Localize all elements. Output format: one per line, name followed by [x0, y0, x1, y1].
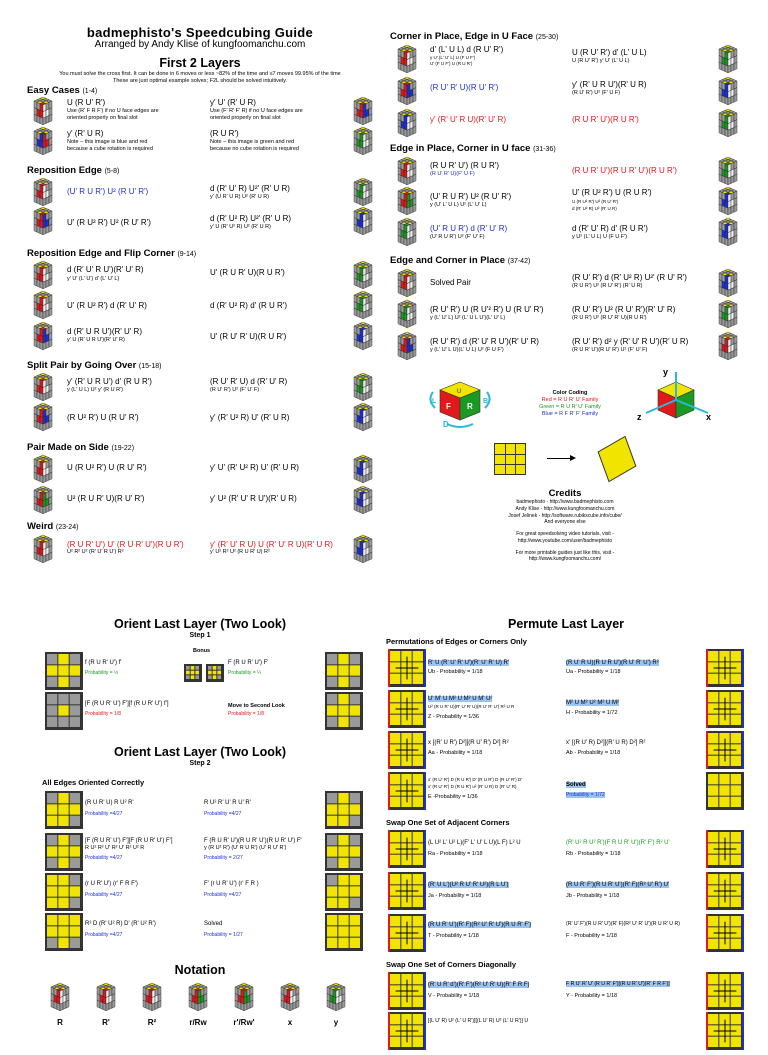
axis-z-label: z [637, 412, 642, 422]
alg-flip-5s: y' U (R' U R U')(R' U' R) [67, 337, 125, 343]
oll-face [325, 652, 363, 690]
section-corner-place: Corner in Place, Edge in U Face (25-30) [390, 31, 559, 42]
cube-icon [29, 372, 57, 402]
pll-face [706, 872, 744, 910]
oll-s2d: F (R U R' U')(R U R' U')(R U R' U') F' [204, 838, 302, 844]
page-subtitle: Arranged by Andy Klise of kungfoomanchu.com [94, 39, 306, 50]
alg-ep-3s: y (U' L' U L) U² (L' U' L) [430, 202, 487, 208]
rotated-face-icon [598, 436, 637, 483]
cube-icon [29, 321, 57, 351]
oll-s2a-p: Probability =4/27 [85, 811, 123, 817]
oll-bonus: Bonus [193, 648, 211, 654]
cube-icon [393, 186, 421, 216]
alg-cp-1s: y U' (L' U' L) U (F U F') [430, 55, 476, 60]
face-grid-icon [494, 443, 526, 475]
cube-icon [349, 321, 377, 351]
pll-t-p: T - Probability = 1/18 [428, 933, 479, 939]
note-easy-4a: Note – this image is green and red [210, 139, 295, 145]
alg-ep-1: (R U R' U') (R U R') [430, 161, 500, 170]
oll-s1b: F (R U R' U') F' [228, 660, 269, 666]
oll-s2a: (R U R' U) R U² R' [85, 800, 134, 806]
cube-icon [349, 96, 377, 126]
credits-block: Credits badmephisto - http://www.badmephisto.com Andy Klise - http://www.kungfoomanchu.com Josef Jelinek - http://software.rubikscube.info/cube/ And everyone else For great speedsolving video tutorials, visit - http://www.youtube.com/user/badmephisto For more printable guides just like this, visit - http://www.kungfoomanchu.com/ [508, 488, 622, 563]
oll-s1c-p: Probability = 1/8 [85, 711, 121, 717]
alg-repo-2s: y' (U R' U R) U² (R' U R) [210, 194, 270, 200]
pll-t: (R U R' U')(R' F)(R² U' R' U')(R U R' F') [428, 922, 532, 928]
pll-ab: x' [(R U' R) D²][(R' U R) D²] R² [566, 740, 646, 746]
oll-face [184, 664, 202, 682]
oll-s2e: (r U R' U') (r' F R F') [85, 881, 138, 887]
pll-face [706, 772, 744, 810]
section-split-pair: Split Pair by Going Over (15-18) [27, 360, 162, 371]
f2l-title: First 2 Layers [159, 56, 241, 70]
oll-s2d-p: Probability = 2/27 [204, 855, 243, 861]
cube-icon [46, 982, 74, 1017]
pll-z-s: U² (R U R' U)(R' U' R' U)(R U' R' U') R² U R [428, 704, 515, 709]
note-easy-3b: because a cube rotation is required [67, 146, 153, 152]
alg-ep-5: (U' R U R') d (R' U' R) [430, 224, 508, 233]
pll-face [388, 872, 426, 910]
cube-icon [393, 44, 421, 74]
pll-edges-corners: Permutations of Edges or Corners Only [386, 637, 527, 646]
pll-face [706, 830, 744, 868]
section-pair-side: Pair Made on Side (19-22) [27, 442, 135, 453]
oll-face [325, 873, 363, 911]
alg-weird-2s: y' U² R² U² (R U R' U) R² [210, 549, 270, 555]
note-easy-4b: because no cube rotation is required [210, 146, 299, 152]
alg-ep-4s: U (R U² R') U² (R U' R') [572, 199, 619, 204]
oll-face [325, 913, 363, 951]
oll-step-2: Step 2 [189, 760, 211, 767]
pll-v-p: V - Probability = 1/18 [428, 993, 480, 999]
alg-ep-6: d (R' U' R) d' (R U R') [572, 224, 648, 233]
oll-face [206, 664, 224, 682]
pll-e: x' (R U' R') D (R U R') D' (R U R') D (R U' R') D' [428, 777, 522, 782]
oll-s1c: [F (R U R' U') F'][f (R U R' U') f'] [85, 701, 169, 707]
cube-icon [714, 217, 742, 247]
notation-item [86, 982, 126, 1027]
oll-s2c-s: R U² R² U' R² U' R² U² R [85, 845, 145, 851]
pll-ua-s: Ua - Probability = 1/18 [566, 669, 621, 675]
alg-cp-2s: U (R U' R') y' U' (L' U L) [572, 58, 630, 64]
pll-y: F R U' R' U' (R U R' F')[(R U R' U')(R' F R F')] [566, 981, 670, 987]
cube-icon [29, 260, 57, 290]
oll-s2g-p: Probability =4/27 [85, 932, 123, 938]
pll-face [706, 972, 744, 1010]
alg-easy-2: y' U' (R' U R) [210, 98, 256, 107]
pll-ub-s: Ub - Probability = 1/18 [428, 669, 483, 675]
oll-face [325, 791, 363, 829]
alg-split-1s: y (L' U L) U² y' (R U R') [67, 387, 124, 393]
oll-s2b: R U² R' U' R U' R' [204, 800, 251, 806]
cube-icon [714, 108, 742, 138]
oll-s2e-p: Probability =4/27 [85, 892, 123, 898]
alg-cp-4s: (R U' R') U² (F' U F) [572, 90, 621, 96]
oll-s1d: Move to Second Look [228, 703, 285, 709]
arrow-right-icon [547, 458, 572, 459]
cube-icon [29, 290, 57, 320]
svg-text:F: F [446, 402, 451, 411]
alg-repo-3: U' (R U² R') U² (R U' R') [67, 218, 151, 227]
alg-cp-6: (R U R' U')(R U R') [572, 115, 639, 124]
pll-h-p: H - Probability = 1/72 [566, 710, 618, 716]
alg-weird-2: y' (R' U' R U) U (R' U' R U)(R' U R) [210, 540, 333, 549]
section-edge-place: Edge in Place, Corner in U face (31-36) [390, 143, 556, 154]
alg-side-3: U² (R U R' U)(R U' R') [67, 494, 145, 503]
oll-title-2: Orient Last Layer (Two Look) [113, 745, 286, 759]
face-notation-diagram [425, 380, 495, 430]
section-reposition-edge: Reposition Edge (5-8) [27, 165, 120, 176]
alg-side-4: y' U² (R' U' R U')(R' U R) [210, 494, 297, 503]
cube-icon [29, 206, 57, 236]
alg-ecp-1: Solved Pair [430, 278, 471, 287]
oll-s2h: Solved [204, 921, 223, 927]
pll-face [388, 1012, 426, 1050]
cube-icon [349, 372, 377, 402]
pll-face [388, 649, 426, 687]
pll-face [388, 914, 426, 952]
pll-ub: R' U (R' U' R' U')(R' U' R' U) R' [428, 660, 509, 666]
cube-icon [349, 534, 377, 564]
section-weird: Weird (23-24) [27, 521, 79, 532]
cube-icon [349, 485, 377, 515]
alg-ep-3: (U' R U R') U² (R U' R') [430, 192, 512, 201]
alg-split-2s: (R U' R') U² (F' U' F) [210, 387, 260, 393]
pll-y-p: Y - Probability = 1/18 [566, 993, 618, 999]
alg-flip-5: d (R' U R U')(R' U' R) [67, 327, 142, 336]
color-coding: Color Coding Red = R U R' U' Family Green = R U R' U' Family Blue = R F R' F' Family [539, 390, 601, 418]
pll-face [706, 690, 744, 728]
alg-ecp-7s: (R U R' U')(R U' R') U² (F' U' F) [572, 347, 648, 353]
cube-icon [393, 331, 421, 361]
alg-ecp-5s: (R U R') U² (R U' R' U)(R U R') [572, 315, 647, 321]
alg-repo-4: d (R' U² R) U²' (R' U R) [210, 214, 292, 223]
alg-flip-6: U' (R U' R' U)(R U R') [210, 332, 287, 341]
pll-face [388, 772, 426, 810]
alg-ep-5s: (U' R U R') U² (F' U' F) [430, 234, 485, 240]
pll-face [388, 731, 426, 769]
notation-item [40, 982, 80, 1027]
alg-repo-1: (U' R U R') U² (R U' R') [67, 187, 149, 196]
alg-split-2: (R U' R' U) d (R' U' R) [210, 377, 288, 386]
pll-ra-p: Ra - Probability = 1/18 [428, 851, 483, 857]
note-easy-3a: Note – this image is blue and red [67, 139, 148, 145]
cube-icon [714, 268, 742, 298]
alg-flip-1: d (R' U' R U')(R' U' R) [67, 265, 144, 274]
alg-repo-4s: y' U (R' U² R) U² (R' U R) [210, 224, 271, 230]
pll-adjacent: Swap One Set of Adjacent Corners [386, 818, 510, 827]
cube-icon [29, 454, 57, 484]
notation-label: x [287, 1018, 293, 1027]
alg-flip-1s: y' U' (L' U') d' (L' U' L) [67, 276, 120, 282]
pll-f-p: F - Probability = 1/18 [566, 933, 617, 939]
cube-icon [393, 268, 421, 298]
pll-solved-p: Probability = 1/72 [566, 792, 605, 798]
notation-item [224, 982, 264, 1027]
pll-e-p: E -Probability = 1/36 [428, 794, 478, 800]
cube-icon [349, 177, 377, 207]
notation-label: R² [147, 1018, 157, 1027]
cube-icon [714, 44, 742, 74]
pll-diagonal: Swap One Set of Corners Diagonally [386, 960, 517, 969]
cube-icon [393, 76, 421, 106]
notation-item [316, 982, 356, 1027]
cube-icon [349, 126, 377, 156]
pll-aa: x [(R' U R') D²][(R U' R') D²] R² [428, 740, 509, 746]
cube-icon [714, 76, 742, 106]
alg-weird-1: (R U R' U') U' (R U R' U')(R U R') [67, 540, 184, 549]
alg-ecp-6: (R U' R') d (R' U' R U')(R' U' R) [430, 337, 539, 346]
alg-split-1: y' (R' U R U') d' (R U R') [67, 377, 152, 386]
cube-icon [714, 331, 742, 361]
alg-ep-4s2: d (R' U² R) U² (R' U R) [572, 206, 617, 211]
pll-last: [(L U' R) U² (L' U R')][(L U' R) U² (L' U R')] U [428, 1018, 529, 1024]
alg-ecp-5: (R U' R') U² (R U' R')(R' U' R) [572, 305, 676, 314]
oll-s2f: F' (r U R' U') (r' F R ) [204, 881, 259, 887]
notation-label: r'/Rw' [233, 1018, 255, 1027]
cube-icon [230, 982, 258, 1017]
oll-all-edges: All Edges Oriented Correctly [42, 778, 145, 787]
section-easy: Easy Cases (1-4) [27, 85, 98, 96]
notation-item [270, 982, 310, 1027]
alg-side-1: U (R U² R') U (R U' R') [67, 463, 147, 472]
pll-face [388, 972, 426, 1010]
oll-face [45, 873, 83, 911]
alg-ep-2: (R U R' U')(R U R' U')(R U R') [572, 166, 677, 175]
oll-s2c-p: Probability =4/27 [85, 855, 123, 861]
cube-icon [349, 402, 377, 432]
cube-icon [714, 299, 742, 329]
alg-cp-3: (R U' R' U)(R U' R') [430, 83, 499, 92]
notation-title: Notation [174, 963, 226, 977]
cube-icon [349, 454, 377, 484]
pll-face [706, 914, 744, 952]
oll-s2b-p: Probability =4/27 [204, 811, 242, 817]
cube-icon [29, 485, 57, 515]
alg-flip-2: U' (R U R' U)(R U R') [210, 268, 285, 277]
pll-face [388, 690, 426, 728]
alg-cp-1: d' (L' U L) d (R U' R') [430, 45, 504, 54]
notation-label: r/Rw [189, 1018, 207, 1027]
alg-ecp-4: (R U' R') U (R U'² R') U (R U' R') [430, 305, 544, 314]
oll-s2f-p: Probability =4/27 [204, 892, 242, 898]
alg-cp-5: y' (R' U' R U)(R' U' R) [430, 115, 507, 124]
pll-face [706, 1012, 744, 1050]
svg-text:U: U [457, 389, 462, 395]
pll-rb: (R' U² R U² R')(F R U R' U')(R' F') R² U' [566, 840, 670, 846]
alg-flip-4: d (R' U² R) d' (R U R') [210, 301, 288, 310]
pll-aa-p: Aa - Probability = 1/18 [428, 750, 483, 756]
section-edge-corner-place: Edge and Corner in Place (37-42) [390, 255, 531, 266]
alg-ecp-7: (R U' R') d² y (R' U' R U')(R' U R) [572, 337, 689, 346]
pll-f: (R' U' F')(R U R' U')(R' F)(R² U' R' U')(R U R' U R) [566, 921, 680, 927]
oll-face [45, 833, 83, 871]
note-easy-2a: Use (F' R' F' R) if no U face edges are [210, 108, 303, 114]
label-l: L [432, 398, 437, 405]
cube-icon [714, 186, 742, 216]
oll-step-1: Step 1 [189, 632, 211, 639]
cube-icon [349, 290, 377, 320]
cube-icon [184, 982, 212, 1017]
pll-face [706, 649, 744, 687]
pll-ja-p: Ja - Probability = 1/18 [428, 893, 482, 899]
cube-icon [29, 534, 57, 564]
oll-s2g: R² D (R' U² R) D' (R' U² R') [85, 921, 156, 927]
cube-icon [29, 96, 57, 126]
f2l-note-1: You must solve the cross first. It can be done in 6 moves or less ~82% of the time and ≤7 moves 99.95% of the time [59, 71, 341, 77]
alg-side-2: y' U' (R' U² R) U' (R' U R) [210, 463, 299, 472]
notation-item [178, 982, 218, 1027]
alg-easy-4: (R U R') [210, 129, 239, 138]
pll-ra: (L U² L' U² L)(F' L' U' L U)(L F) L² U [428, 840, 521, 846]
pll-ua: (R U' R U)(R U R U')(R U' R' U') R² [566, 660, 659, 666]
cube-icon [714, 156, 742, 186]
alg-ecp-2s: (R U R') U² (R U' R') (R' U R) [572, 283, 643, 289]
oll-s2d-s: y (R U² R') (U' R U R') (U' R U' R') [204, 845, 287, 851]
cube-icon [393, 108, 421, 138]
alg-easy-3: y' (R' U R) [67, 129, 104, 138]
notation-label: R' [102, 1018, 110, 1027]
arrowhead-icon [570, 455, 576, 461]
oll-s1a: f (R U R' U') f' [85, 660, 122, 666]
cube-icon [29, 126, 57, 156]
pll-jb-p: Jb - Probability = 1/18 [566, 893, 620, 899]
pll-rb-p: Rb - Probability = 1/18 [566, 851, 621, 857]
alg-split-4: y' (R' U² R) U' (R' U R) [210, 413, 290, 422]
alg-cp-2: U (R U' R') d' (L' U L) [572, 48, 647, 57]
cube-icon [138, 982, 166, 1017]
notation-label: y [333, 1018, 339, 1027]
cube-icon [393, 156, 421, 186]
notation-item [132, 982, 172, 1027]
notation-label: R [57, 1018, 63, 1027]
alg-ecp-2: (R U' R') d (R' U² R) U²' (R U' R') [572, 273, 687, 282]
note-easy-2b: oriented properly on final slot [210, 115, 281, 121]
label-b: B [483, 398, 489, 405]
alg-easy-1: U (R U' R') [67, 98, 106, 107]
cube-icon [276, 982, 304, 1017]
alg-repo-2: d (R' U' R) U²' (R' U R) [210, 184, 290, 193]
note-easy-1b: oriented properly on final slot [67, 115, 138, 121]
pll-e-s: x' (R U' R') D (R U R') u² (R' U R) D (R' U' R) [428, 784, 517, 789]
pll-z: U' M' U M² U M² U M' U² [428, 696, 493, 702]
f2l-note-2: These are just optimal example solves; F2L should be solved intuitively. [113, 78, 287, 84]
cube-icon [29, 177, 57, 207]
oll-face [325, 833, 363, 871]
section-reposition-flip: Reposition Edge and Flip Corner (9-14) [27, 248, 197, 259]
cube-icon [393, 299, 421, 329]
oll-s2h-p: Probability = 1/27 [204, 932, 243, 938]
cube-icon [29, 402, 57, 432]
alg-split-3: (R U² R') U (R U' R') [67, 413, 139, 422]
pll-z-p: Z - Probability = 1/36 [428, 714, 479, 720]
oll-title-1: Orient Last Layer (Two Look) [113, 617, 286, 631]
pll-solved: Solved [566, 782, 586, 788]
oll-s1a-p: Probability = ½ [85, 670, 119, 676]
pll-h: M² U M² U² M² U M² [566, 700, 619, 706]
oll-face [45, 913, 83, 951]
alg-ep-1s: (R U' R' U)(F' U F) [430, 171, 475, 177]
svg-text:R: R [467, 402, 473, 411]
pll-title: Permute Last Layer [507, 617, 625, 631]
oll-face [45, 652, 83, 690]
pll-v: (R' U R' d')(R' F')(R² U' R' U)(R' F R F) [428, 982, 530, 988]
oll-face [325, 692, 363, 730]
cube-icon [322, 982, 350, 1017]
oll-s1d-p: Probability = 1/8 [228, 711, 264, 717]
pll-ab-p: Ab - Probability = 1/18 [566, 750, 621, 756]
page-title: badmephisto's Speedcubing Guide [86, 25, 314, 40]
alg-ep-6s: y U² (L' U L) U (F U F') [572, 234, 627, 240]
alg-ep-4: U' (R U² R') U (R U R') [572, 188, 652, 197]
alg-ecp-4s: y (L' U' L) U² (L' U L U')(L' U' L) [430, 315, 506, 321]
cube-icon [393, 217, 421, 247]
alg-weird-1s: U² R² U² (R' U' R U') R² [67, 549, 124, 555]
oll-face [45, 791, 83, 829]
oll-face [45, 692, 83, 730]
oll-s1b-p: Probability = ¼ [228, 670, 262, 676]
notation-row [40, 982, 380, 1027]
alg-flip-3: U' (R U² R') d (R' U' R) [67, 301, 147, 310]
cube-icon [349, 260, 377, 290]
alg-cp-4: y' (R' U R U')(R' U R) [572, 80, 647, 89]
pll-face [706, 731, 744, 769]
oll-s2c: [F (R U R' U') F'][F (R U R' U') F'] [85, 838, 173, 844]
pll-ja: (R' U L')(U² R U' R' U²)(R L U') [428, 882, 509, 888]
pll-jb: (R U R' F')(R U R' U')(R' F)(R² U' R') U' [566, 882, 670, 888]
cube-icon [92, 982, 120, 1017]
cube-icon [349, 206, 377, 236]
alg-ecp-6s: y (L' U' L U)(L' U L) U² (F U F') [430, 347, 504, 353]
alg-cp-1s2: U' (F U F') U (R U R') [430, 61, 473, 66]
label-d: D [443, 420, 449, 429]
axis-y-label: y [663, 367, 669, 377]
note-easy-1a: Use (R' F R F') if no U face edges are [67, 108, 159, 114]
pll-face [388, 830, 426, 868]
axis-x-label: x [706, 412, 712, 422]
